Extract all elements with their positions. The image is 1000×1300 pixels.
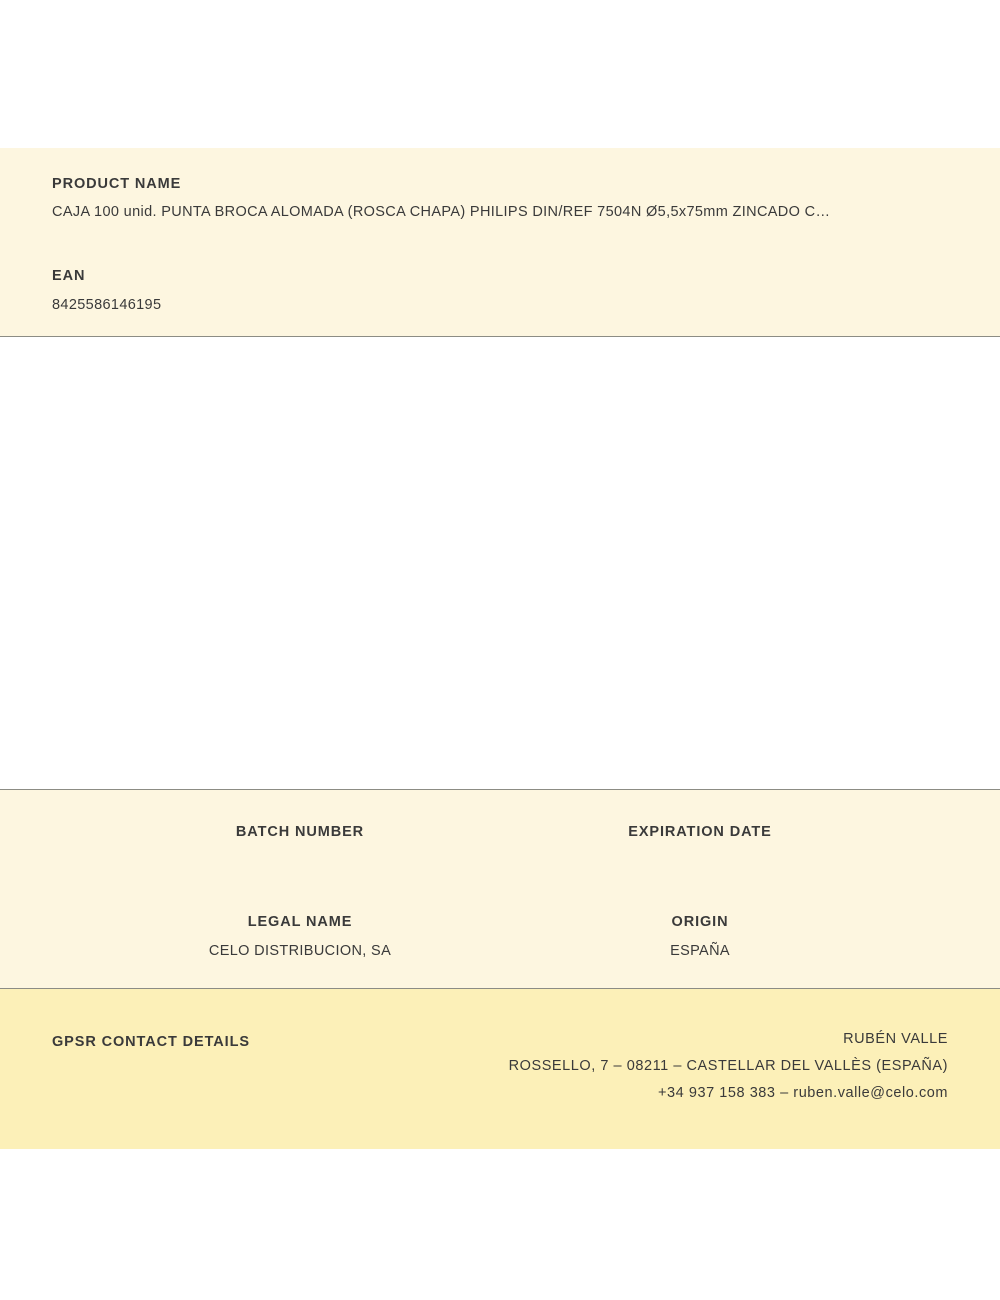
legal-name-value: CELO DISTRIBUCION, SA [208,943,392,959]
legal-name-label: LEGAL NAME [247,914,353,930]
ean-value: 8425586146195 [52,297,162,313]
batch-number-label: BATCH NUMBER [235,824,365,840]
gpsr-contact-block [509,1026,948,1107]
gpsr-contact-section [0,989,1000,1149]
batch-legal-section [0,789,1000,989]
gpsr-contact-name: RUBÉN VALLE [843,1031,948,1047]
origin-label: ORIGIN [671,914,729,930]
gpsr-contact-phone-email: +34 937 158 383 – ruben.valle@celo.com [658,1085,948,1101]
product-name-value: CAJA 100 unid. PUNTA BROCA ALOMADA (ROSCA CHAPA) PHILIPS DIN/REF 7504N Ø5,5x75mm ZINCADO C… [52,204,831,220]
ean-label: EAN [52,268,86,284]
gpsr-contact-label: GPSR CONTACT DETAILS [52,1034,250,1050]
origin-value: ESPAÑA [670,943,730,959]
blank-content-area [0,337,1000,789]
expiration-date-label: EXPIRATION DATE [628,824,772,840]
gpsr-contact-address: ROSSELLO, 7 – 08211 – CASTELLAR DEL VALLÈS (ESPAÑA) [508,1058,948,1074]
product-info-section [0,148,1000,337]
product-name-label: PRODUCT NAME [52,176,182,192]
